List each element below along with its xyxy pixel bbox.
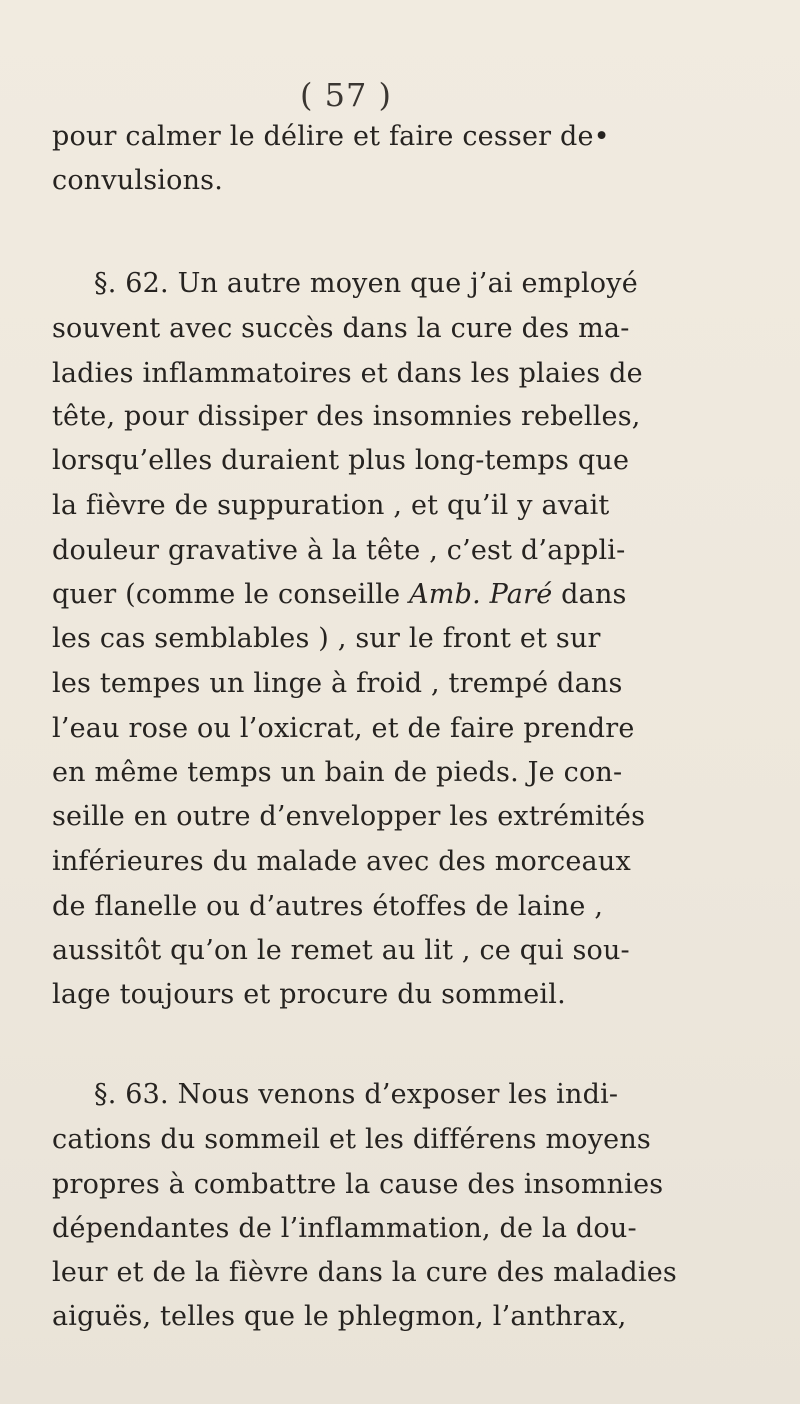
text-line-7: lorsqu’elles duraient plus long-temps que: [52, 445, 630, 476]
text-line-5: ladies inflammatoires et dans les plaies de: [52, 358, 643, 389]
text-line-11: les cas semblables ) , sur le front et sur: [52, 623, 601, 654]
text-line-10: [52, 576, 627, 614]
text-line-14: en même temps un bain de pieds. Je con-: [52, 757, 623, 788]
text-line-25: aiguës, telles que le phlegmon, l’anthrax,: [52, 1301, 627, 1332]
text-line-13: l’eau rose ou l’oxicrat, et de faire prendre: [52, 713, 635, 744]
text-line-4: souvent avec succès dans la cure des ma-: [52, 313, 630, 344]
text-line-22: propres à combattre la cause des insomnies: [52, 1169, 664, 1200]
text-line-6: tête, pour dissiper des insomnies rebelles,: [52, 401, 641, 432]
text-line-1: pour calmer le délire et faire cesser de•: [52, 121, 610, 152]
text-line-2: convulsions.: [52, 165, 224, 196]
text-line-10-tail: dans: [552, 579, 627, 610]
text-line-9: douleur gravative à la tête , c’est d’appli-: [52, 535, 626, 566]
text-line-10-start: quer (comme le conseille: [52, 579, 410, 610]
text-line-24: leur et de la fièvre dans la cure des maladies: [52, 1257, 677, 1288]
text-line-3: §. 62. Un autre moyen que j’ai employé: [94, 268, 638, 299]
text-line-15: seille en outre d’envelopper les extrémités: [52, 801, 646, 832]
text-line-23: dépendantes de l’inflammation, de la dou-: [52, 1213, 637, 1244]
text-line-21: cations du sommeil et les différens moyens: [52, 1124, 651, 1155]
text-line-16: inférieures du malade avec des morceaux: [52, 846, 631, 877]
author-reference: Amb. Paré: [409, 579, 553, 610]
text-line-20: §. 63. Nous venons d’exposer les indi-: [94, 1079, 619, 1110]
text-line-12: les tempes un linge à froid , trempé dans: [52, 668, 623, 699]
page-number: ( 57 ): [300, 76, 393, 114]
text-line-18: aussitôt qu’on le remet au lit , ce qui sou-: [52, 935, 630, 966]
text-line-8: la fièvre de suppuration , et qu’il y avait: [52, 490, 610, 521]
text-line-19: lage toujours et procure du sommeil.: [52, 979, 566, 1010]
text-line-17: de flanelle ou d’autres étoffes de laine ,: [52, 891, 604, 922]
